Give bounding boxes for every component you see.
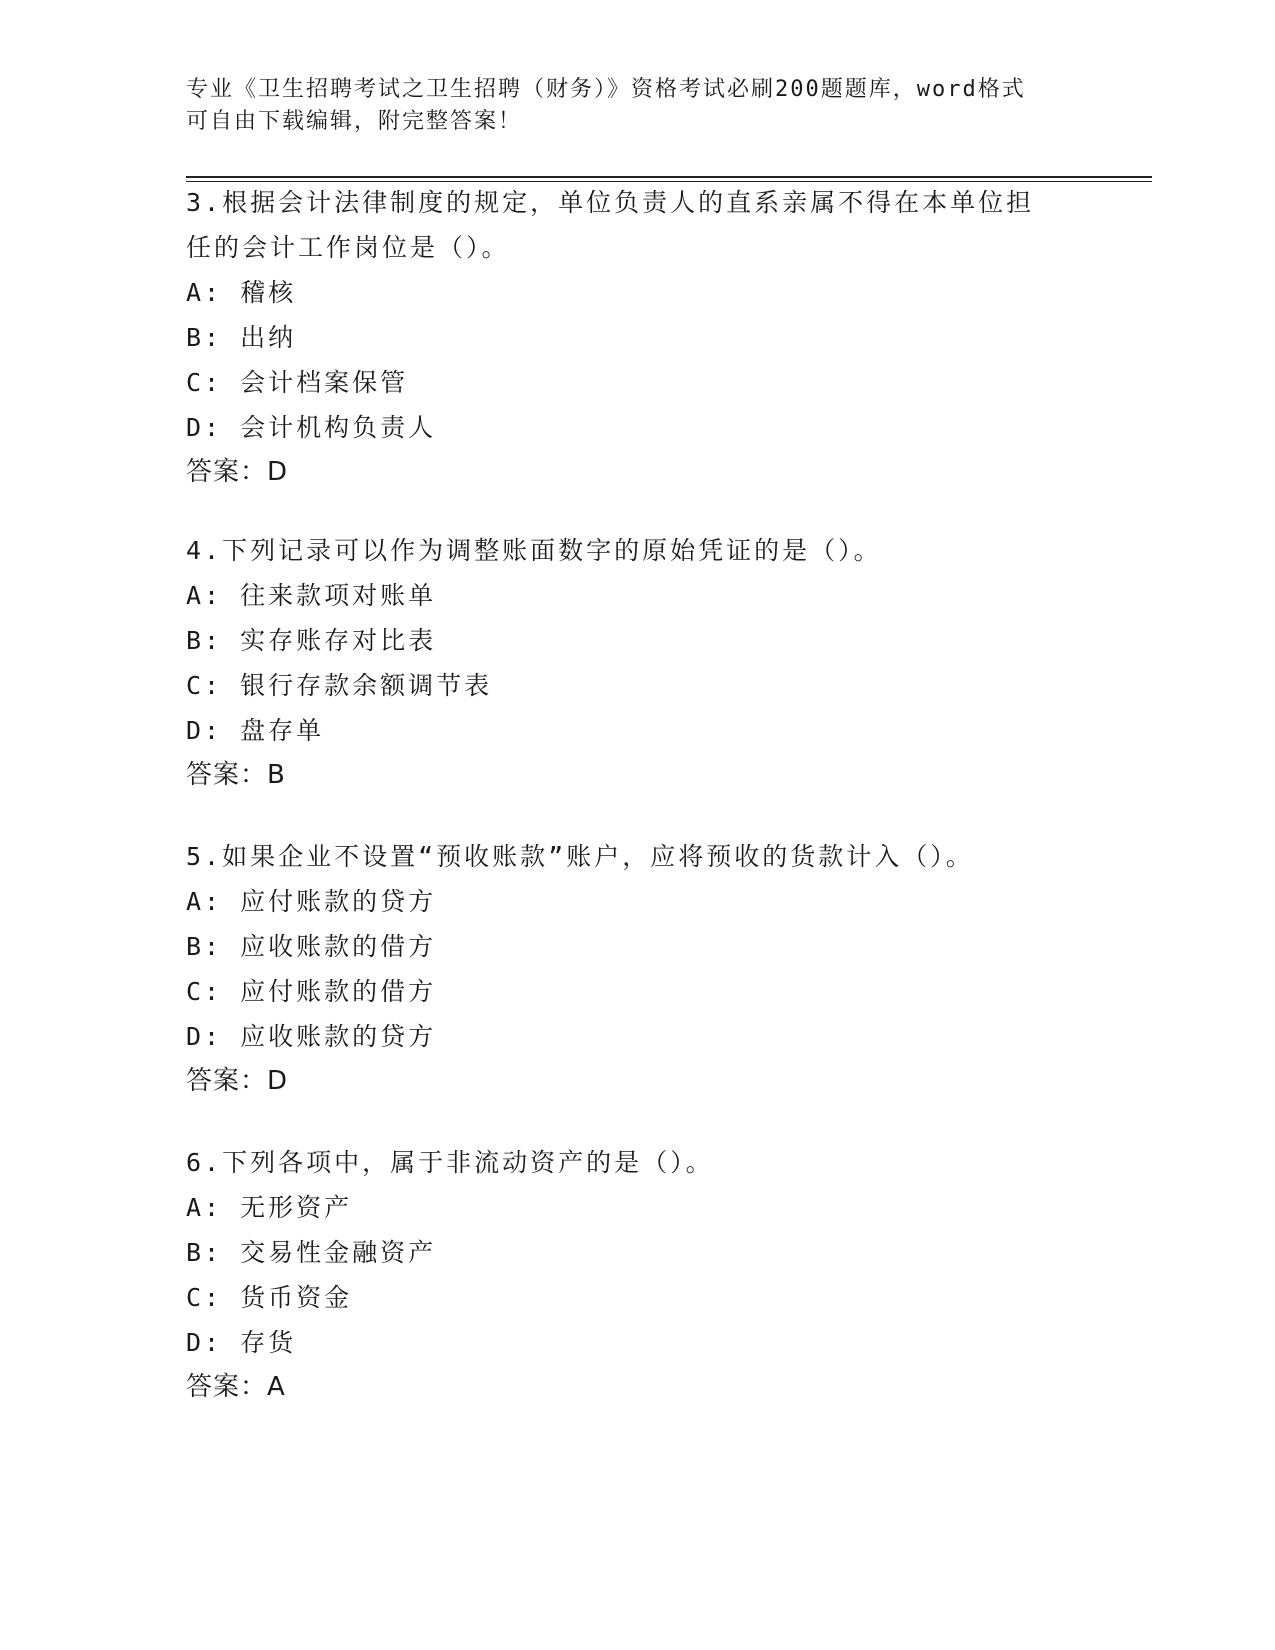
option-a: A: 应付账款的贷方 (186, 887, 437, 916)
stem-line: 3.根据会计法律制度的规定，单位负责人的直系亲属不得在本单位担 (186, 188, 1035, 217)
answer: 答案：B (186, 760, 286, 790)
option-d: D: 盘存单 (186, 716, 325, 745)
stem-line: 5.如果企业不设置“预收账款”账户，应将预收的货款计入（）。 (186, 842, 974, 871)
stem-line: 任的会计工作岗位是（）。 (186, 233, 510, 262)
option-a: A: 稽核 (186, 278, 297, 307)
question-3 (186, 180, 1086, 495)
option-c: C: 银行存款余额调节表 (186, 671, 493, 700)
option-d: D: 会计机构负责人 (186, 413, 437, 442)
option-a: A: 往来款项对账单 (186, 581, 437, 610)
question-5 (186, 834, 1086, 1104)
question-stem (186, 1140, 1086, 1185)
option-c: C: 会计档案保管 (186, 368, 409, 397)
question-6 (186, 1140, 1086, 1410)
question-stem (186, 528, 1086, 573)
stem-line: 4.下列记录可以作为调整账面数字的原始凭证的是（）。 (186, 536, 882, 565)
question-stem (186, 834, 1086, 879)
option-a: A: 无形资产 (186, 1193, 353, 1222)
option-b: B: 出纳 (186, 323, 297, 352)
option-c: C: 货币资金 (186, 1283, 353, 1312)
option-c: C: 应付账款的借方 (186, 977, 437, 1006)
option-d: D: 存货 (186, 1328, 297, 1357)
option-b: B: 交易性金融资产 (186, 1238, 437, 1267)
question-4 (186, 528, 1086, 798)
header-line-1: 专业《卫生招聘考试之卫生招聘（财务）》资格考试必刷200题题库，word格式 (186, 77, 1026, 102)
document-header (186, 74, 1066, 138)
header-line-2: 可自由下载编辑，附完整答案！ (186, 109, 523, 134)
option-b: B: 实存账存对比表 (186, 626, 437, 655)
option-b: B: 应收账款的借方 (186, 932, 437, 961)
option-d: D: 应收账款的贷方 (186, 1022, 437, 1051)
answer: 答案：D (186, 1066, 289, 1096)
stem-line: 6.下列各项中，属于非流动资产的是（）。 (186, 1148, 714, 1177)
answer: 答案：D (186, 457, 289, 487)
answer: 答案：A (186, 1372, 286, 1402)
header-divider-thick (186, 176, 1152, 178)
question-stem (186, 180, 1086, 270)
